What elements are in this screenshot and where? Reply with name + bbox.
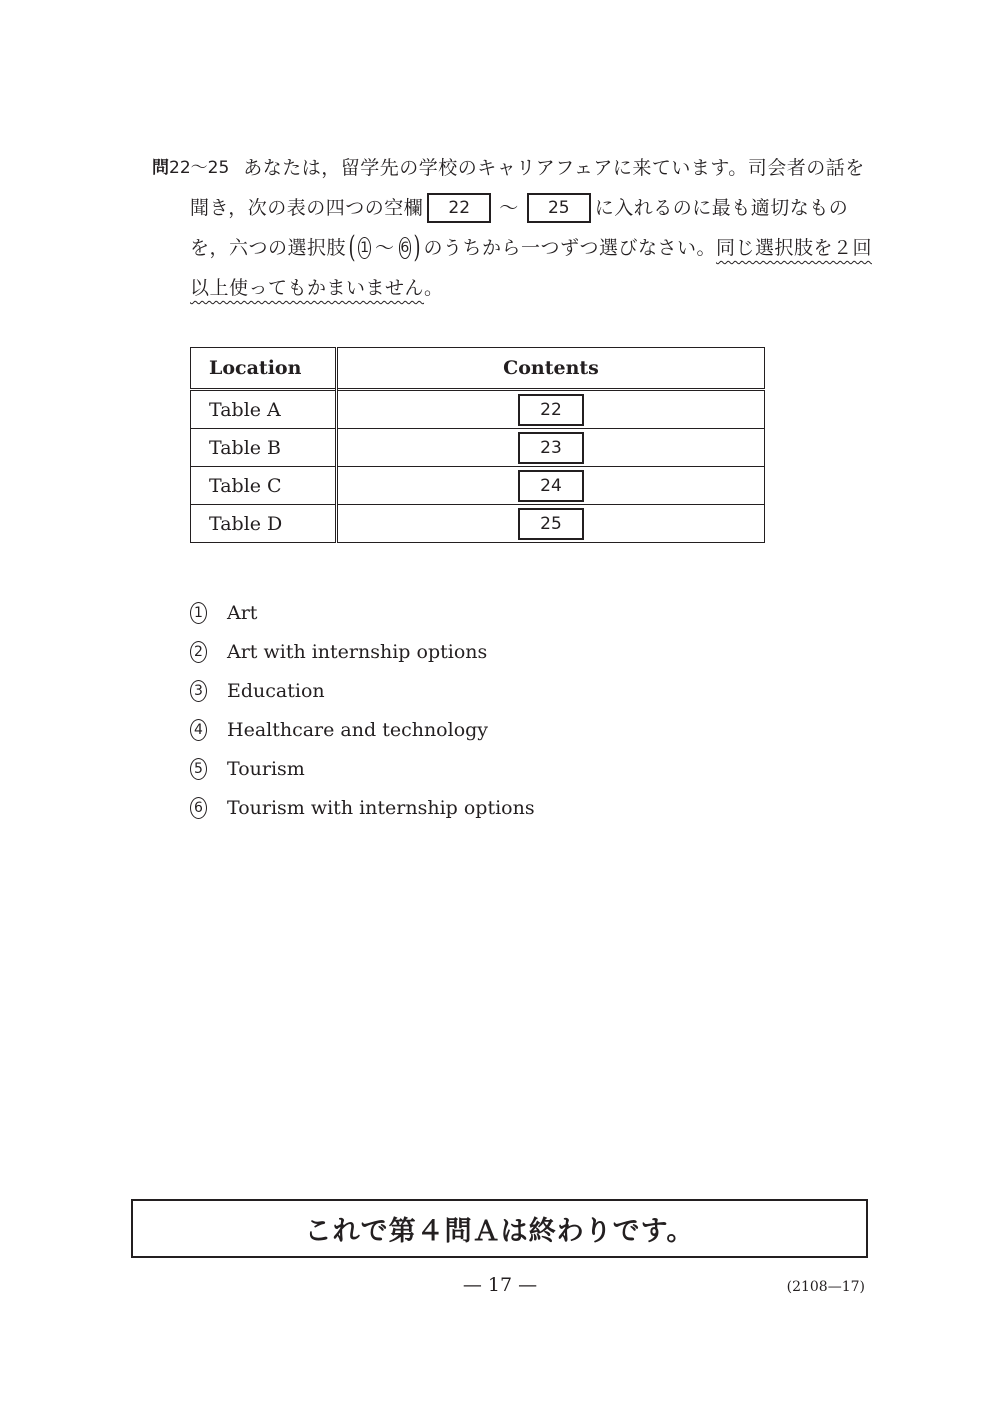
contents-cell (337, 429, 765, 467)
end-notice-text: これで第４問Ａは終わりです。 (304, 1216, 695, 1247)
note-underlined-1: 同じ選択肢を２回 (715, 237, 872, 259)
paren-open: ( (348, 230, 356, 265)
contents-cell (337, 505, 765, 543)
choice-number: 6 (190, 797, 207, 819)
table-header-row (191, 348, 765, 390)
choice-item (190, 632, 535, 671)
blank-box-end: 25 (527, 193, 591, 223)
page-code: (2108—17) (786, 1279, 865, 1295)
choice-text: Tourism (227, 757, 305, 780)
page-number: — 17 — (462, 1274, 538, 1296)
question-text-1: あなたは，留学先の学校のキャリアフェアに来ています。司会者の話を (243, 157, 865, 179)
question-text-3a: を，六つの選択肢 (190, 237, 347, 259)
note-underlined-2: 以上使ってもかまいません (190, 277, 425, 299)
choice-number: 1 (190, 602, 207, 624)
paren-close: ) (413, 230, 422, 265)
choice-number: 4 (190, 719, 207, 741)
question-text-2a: 聞き，次の表の四つの空欄 (190, 197, 424, 219)
choice-item (190, 593, 535, 632)
choice-item (190, 788, 535, 827)
choice-item (190, 671, 535, 710)
question-range: 22～25 (169, 158, 230, 178)
location-cell: Table D (191, 505, 337, 543)
choice-item (190, 710, 535, 749)
choice-number: 2 (190, 641, 207, 663)
contents-cell (337, 467, 765, 505)
answer-blank-box: 25 (518, 508, 584, 540)
choice-text: Art with internship options (227, 640, 488, 663)
location-cell: Table B (191, 429, 337, 467)
table-row (191, 467, 765, 505)
circled-number-6: 6 (399, 237, 412, 259)
question-text-3b: のうちから一つずつ選びなさい。 (423, 237, 716, 259)
choice-text: Tourism with internship options (227, 796, 535, 819)
question-header (152, 148, 872, 308)
question-number: 問22～25 (152, 158, 230, 178)
note-end: 。 (424, 277, 444, 299)
choice-text: Education (227, 679, 325, 702)
answer-blank-box: 24 (518, 470, 584, 502)
table-row (191, 505, 765, 543)
circled-number-1: 1 (358, 237, 371, 259)
answer-blank-box: 22 (518, 394, 584, 426)
choice-number: 3 (190, 680, 207, 702)
location-cell: Table A (191, 390, 337, 429)
blank-box-start: 22 (427, 193, 491, 223)
contents-cell (337, 390, 765, 429)
header-contents: Contents (337, 348, 765, 390)
table-row (191, 429, 765, 467)
choice-text: Healthcare and technology (227, 718, 489, 741)
answer-blank-box: 23 (518, 432, 584, 464)
choice-number: 5 (190, 758, 207, 780)
choice-item (190, 749, 535, 788)
table-row (191, 390, 765, 429)
header-location: Location (191, 348, 337, 390)
choice-text: Art (227, 601, 258, 624)
question-line-3 (152, 228, 872, 268)
location-table (190, 347, 765, 543)
tilde: ～ (499, 197, 519, 219)
question-text-2b: に入れるのに最も適切なもの (594, 197, 849, 219)
question-line-4 (152, 268, 872, 308)
tilde-2: ～ (374, 237, 395, 259)
question-line-2 (152, 188, 872, 228)
location-cell: Table C (191, 467, 337, 505)
end-notice-box (131, 1199, 868, 1258)
choice-list (190, 593, 535, 827)
question-line-1 (152, 148, 872, 188)
